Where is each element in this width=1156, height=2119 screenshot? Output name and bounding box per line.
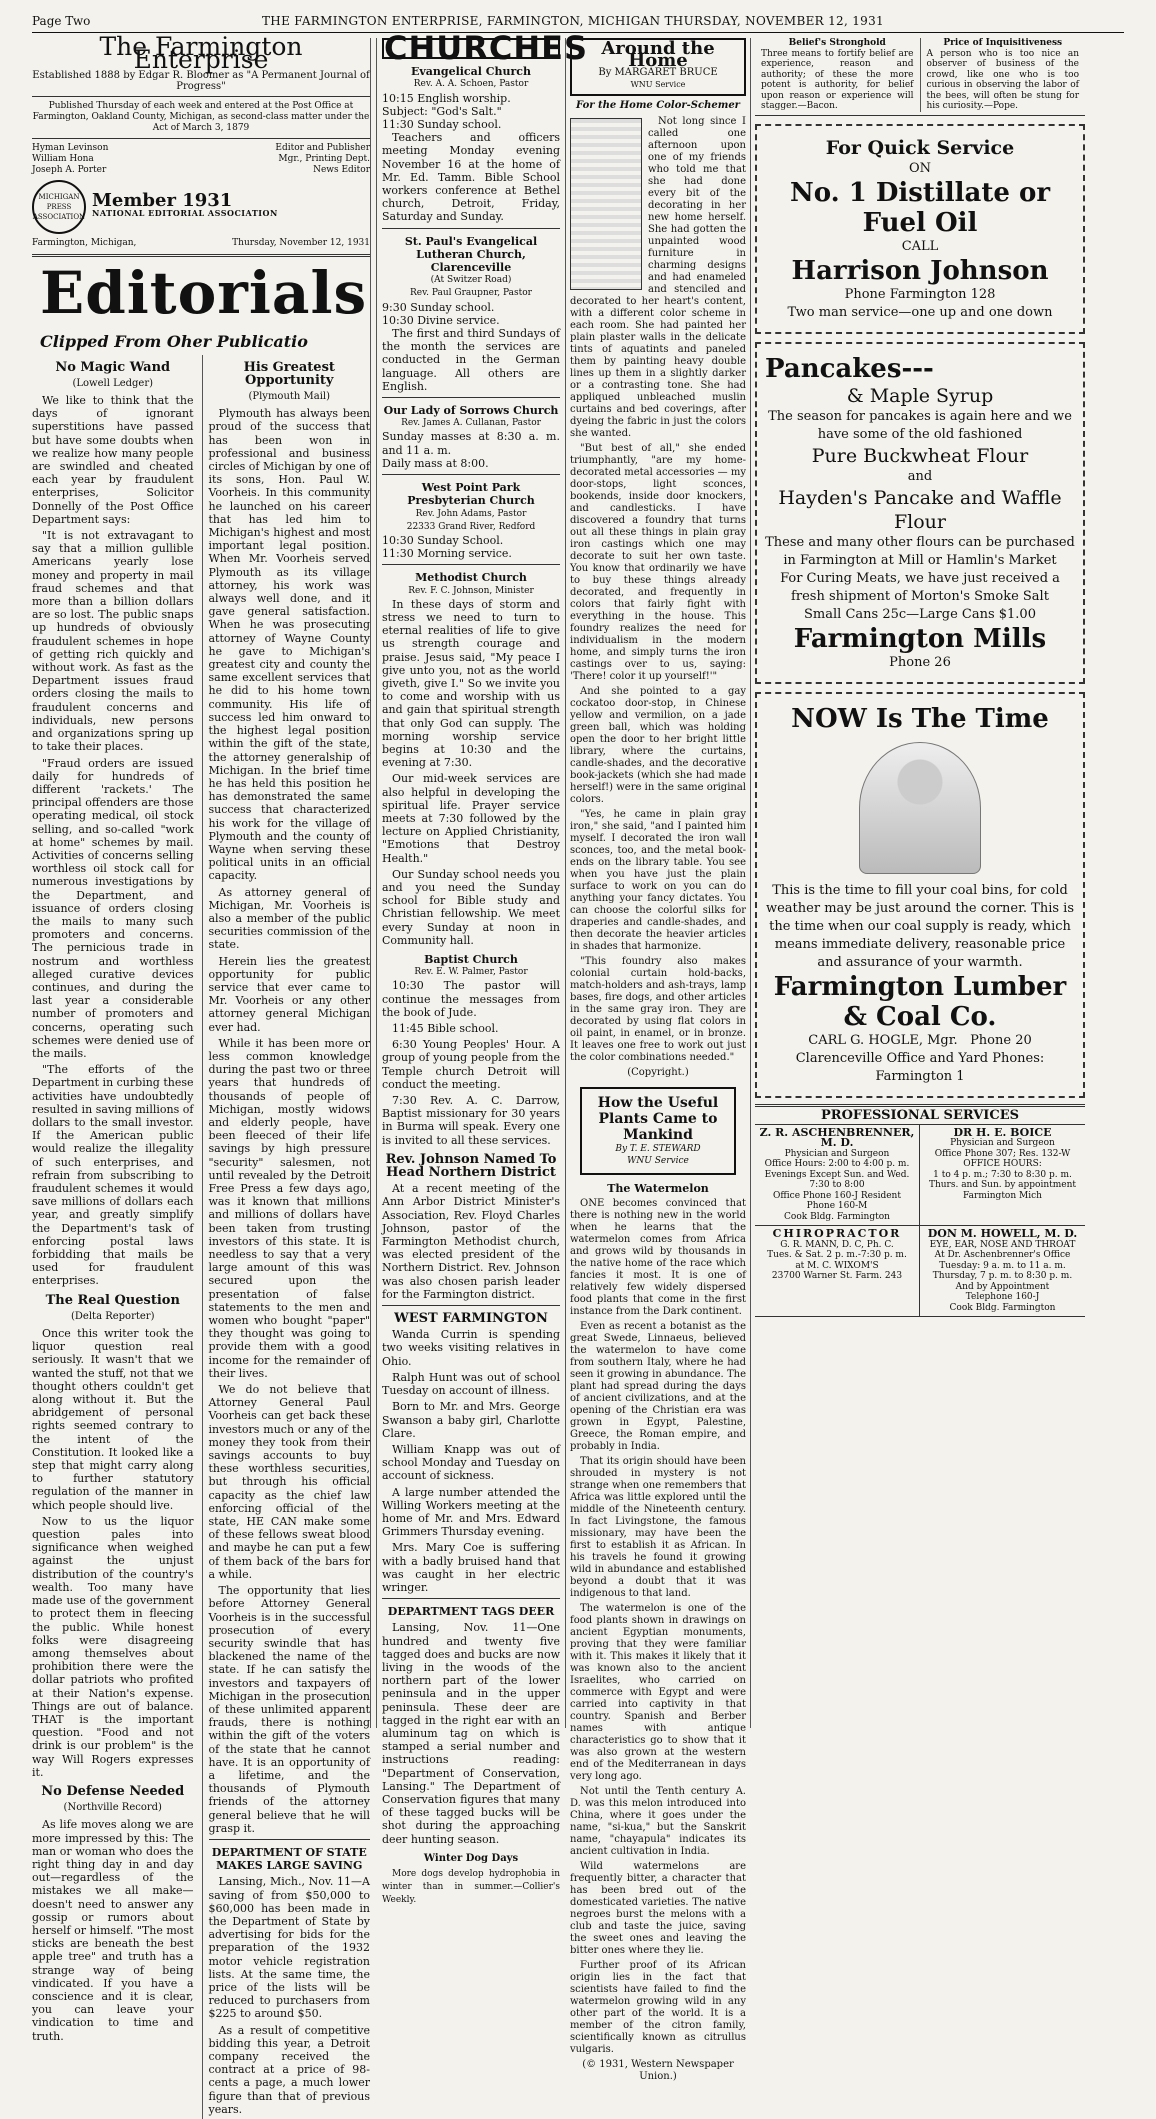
quote-title: Belief's Stronghold	[788, 38, 886, 48]
ad-line: For Curing Meats, we have just received a fresh shipment of Morton's Smoke Salt	[780, 570, 1060, 604]
article-paragraph: We like to think that the days of ignorant superstitions have passed but have some doubts when we realize how many people are swindled and cheated each year by fraudulent enterprises, Solicitor Donnelly of the Post Office Department says:	[32, 394, 194, 526]
staff-name: William Hona	[32, 154, 94, 165]
article-source: (Delta Reporter)	[71, 1310, 155, 1322]
card-line: Cook Bldg. Farmington	[949, 1302, 1056, 1313]
card-line: Cook Bldg. Farmington	[784, 1211, 890, 1222]
divider	[32, 138, 370, 139]
divider	[382, 397, 560, 398]
church-pastor: Rev. E. W. Palmer, Pastor	[414, 967, 528, 978]
page-number: Page Two	[32, 14, 91, 28]
church-notice: 10:30 The pastor will continue the messages from the book of Jude.	[382, 979, 560, 1019]
church-notice: 11:45 Bible school.	[392, 1022, 499, 1036]
divider	[382, 1305, 560, 1306]
article-headline: No Defense Needed	[41, 1783, 185, 1799]
divider	[32, 96, 370, 97]
card-line: And by Appointment	[955, 1281, 1050, 1292]
card-name: CHIROPRACTOR	[772, 1227, 902, 1241]
article-paragraph: The watermelon is one of the food plants shown in drawings on ancient Egyptian monuments, proving that they were familiar with it. This makes it likely that it was known also to the ancient Israelites, who carried on commerce with Egypt and were carried into captivity in that country. Spanish and Berber names with antique characteristics go to show that it was also grown at the western end of the Mediterranean in days very long ago.	[570, 1603, 746, 1782]
article-paragraph: "It is not extravagant to say that a million gullible Americans yearly lose money and property in mail fraud schemes and that more than a billion dollars are so lost. The public snaps up hundreds of obviously fraudulent schemes in hope of getting rich quickly and without work. As fast as the Department issues fraud orders closing the mails to fraudulent concerns and individuals, new persons and organizations spring up to take their places.	[32, 529, 194, 754]
clipped-heading: Clipped From Oher Publicatio	[40, 332, 308, 352]
lumber-coal-ad	[755, 692, 1085, 1098]
card-line: Physician and Surgeon	[784, 1148, 890, 1159]
ad-line: Farmington Lumber & Coal Co.	[773, 971, 1067, 1032]
professional-card	[920, 1226, 1085, 1317]
article-paragraph: Herein lies the greatest opportunity for public service that ever came to Mr. Voorheis or any other attorney general Michigan ever had.	[208, 954, 370, 1034]
dateline	[32, 238, 370, 249]
professional-card	[755, 1125, 920, 1227]
editorials-banner: Editorials	[40, 259, 368, 328]
article-paragraph: Lansing, Mich., Nov. 11—A saving of from $50,000 to $60,000 has been made in the Department of State by advertising for bids for the preparation of the 1932 motor vehicle registration lists. At the same time, the price of the lists will be reduced to purchasers from $225 to around $50.	[208, 1875, 370, 2021]
service-line: Daily mass at 8:00.	[382, 456, 489, 470]
masthead-name: The Farmington Enterprise	[99, 32, 303, 75]
church-notice: Our Sunday school needs you and you need the Sunday school for Bible study and Christian fellowship. We meet every Sunday at noon in Community hall.	[382, 867, 560, 947]
quote-text: Three means to fortify belief are experience, reason and authority; of these the more potent is authority, for belief upon reason or experience will stagger.—Bacon.	[761, 48, 914, 111]
farmington-mills-ad	[755, 342, 1085, 684]
card-line: Tues. & Sat. 2 p. m.-7:30 p. m.	[767, 1250, 907, 1261]
professional-services-title: PROFESSIONAL SERVICES	[755, 1104, 1085, 1125]
article-paragraph: "Fraud orders are issued daily for hundreds of different 'rackets.' The principal offenders are those operating medical, oil stock selling, and so-called "work at home" schemes by mail. Activities of concerns selling worthless oil stock call for numerous investigations by the Department, and issuance of orders closing the mails to many such promoters and concerns. The pernicious trade in nostrum and worthless alleged curative devices continues, and during the last year a considerable number of promoters and concerns, operating such schemes were denied use of the mails.	[32, 756, 194, 1060]
card-line: EYE, EAR, NOSE AND THROAT	[929, 1239, 1076, 1250]
article-paragraph: And she pointed to a gay cockatoo door-stop, in Chinese yellow and vermilion, on a jade green ball, which was holding open the door to her bright little library, where the curtains, candle-shades, and the decorative book-jackets (which she had made herself!) were in the same original colors.	[570, 686, 746, 805]
card-line: Tuesday: 9 a. m. to 11 a. m.	[939, 1260, 1066, 1271]
ad-line: Phone Farmington 128	[844, 286, 996, 302]
article-headline: WEST FARMINGTON	[394, 1311, 548, 1327]
article-headline: DEPARTMENT OF STATE MAKES LARGE SAVING	[211, 1845, 367, 1873]
staff-role: Mgr., Printing Dept.	[278, 154, 370, 165]
churches-banner: CHURCHES	[384, 29, 589, 67]
church-notice: In these days of storm and stress we need to turn to eternal realities of life to give us strength courage and praise. Jesus said, "My peace I give unto you, not as the world giveth, give I." So we invite you to come and worship with us and gain that spiritual strength that only God can supply. The morning worship service begins at 10:30 and the evening at 7:30.	[382, 597, 560, 770]
article-headline: Rev. Johnson Named To Head Northern District	[385, 1151, 557, 1181]
article-paragraph: Wild watermelons are frequently bitter, a character that has been bred out of the domesticated varieties. The native negroes burst the melons with a club and taste the juice, saving the sweet ones and leaving the bitter ones where they lie.	[570, 1861, 746, 1956]
editorial-left	[32, 355, 194, 2119]
staff-name: Hyman Levinson	[32, 143, 109, 154]
ad-line: Hayden's Pancake and Waffle Flour	[778, 486, 1062, 533]
ad-line: Harrison Johnson	[791, 255, 1049, 286]
card-line: Farmington Mich	[963, 1190, 1042, 1201]
divider	[382, 474, 560, 475]
article-paragraph: While it has been more or less common knowledge during the past two or three years that hundreds of thousands of people of Michigan, mostly widows and elderly people, have been fleeced of their life savings by high pressure "security" salesmen, not until revealed by the Detroit Free Press a few days ago, was it known that millions and millions of dollars have been taken from trusting investors of this state. It is needless to say that a very large amount of this was secured upon the presentation of false statements to the men and women who bought "paper" they thought was going to provide them with a good income for the remainder of their lives.	[208, 1036, 370, 1380]
card-name: Z. R. ASCHENBRENNER, M. D.	[759, 1125, 915, 1150]
church-notice: 7:30 Rev. A. C. Darrow, Baptist missionary for 30 years in Burma will speak. Every one is invited to all these services.	[382, 1094, 560, 1147]
ad-line: This is the time to fill your coal bins, for cold weather may be just around the corner. This is the time when our coal supply is ready, which means immediate delivery, reasonable price and assurance of your warmth.	[765, 882, 1075, 970]
article-paragraph: Plymouth has always been proud of the success that has been won in professional and business circles of Michigan by one of its sons, Hon. Paul W. Voorheis. In this community he launched on his career that has led him to Michigan's highest and most important legal position. When Mr. Voorheis served Plymouth as its village attorney, his work was always well done, and it gave general satisfaction. When he was prosecuting attorney of Wayne County he gave to Michigan's greatest city and county the same excellent services that he did to his home town community. His life of success led him onward to the highest legal position within the gift of the state, the attorney generalship of Michigan. In the brief time he has held this position he has demonstrated the same success that characterized his work for the village of Plymouth and the county of Wayne when serving these political units in an official capacity.	[208, 407, 370, 883]
useful-plants-service: WNU Service	[627, 1156, 689, 1166]
article-paragraph: Born to Mr. and Mrs. George Swanson a baby girl, Charlotte Clare.	[382, 1400, 560, 1440]
features-column	[570, 38, 746, 2082]
press-association-seal: MICHIGAN PRESS ASSOCIATION	[32, 180, 86, 234]
service-line: 10:30 Divine service.	[382, 313, 500, 327]
ad-line: & Maple Syrup	[846, 384, 994, 407]
church-name: Evangelical Church	[410, 65, 532, 79]
article-paragraph: Wanda Currin is spending two weeks visiting relatives in Ohio.	[382, 1328, 560, 1368]
ad-line	[765, 1032, 1075, 1050]
card-line: Office Phone 307; Res. 132-W	[934, 1148, 1071, 1159]
association-name: NATIONAL EDITORIAL ASSOCIATION	[92, 208, 278, 219]
article-headline: Winter Dog Days	[423, 1852, 519, 1864]
service-line: Sunday masses at 8:30 a. m. and 11 a. m.	[382, 430, 560, 457]
church-address: 22333 Grand River, Redford	[406, 521, 536, 532]
card-line: Physician and Surgeon	[950, 1138, 1055, 1149]
article-paragraph: We do not believe that Attorney General Paul Voorheis can get back these investors much or any of the money they took from their savings accounts to buy these worthless securities, but through his official capacity as the chief law enforcing official of the state, HE CAN make some of these fellows sweat blood and maybe he can put a few of them back of the bars for a while.	[208, 1383, 370, 1581]
article-paragraph: William Knapp was out of school Monday and Tuesday on account of sickness.	[382, 1442, 560, 1483]
article-paragraph: Once this writer took the liquor question real seriously. It wasn't that we wanted the stuff, not that we thought others couldn't get along without it. But the abridgement of personal rights seemed contrary to the intent of the Constitution. It looked like a step that might carry along to further statutory regulation of the manner in which people should live.	[32, 1327, 194, 1512]
article-paragraph: Now to us the liquor question pales into significance when weighed against the unjust distribution of the country's wealth. Too many have made use of the government to protect them in fleecing the public. While honest folks were disagreeing among themselves about prohibition there were the dollar patriots who profited at their Nation's expense. Things are out of balance. THAT is the important question. "Food and not drink is our problem" is the way Will Rogers expresses it.	[32, 1514, 194, 1779]
copyright-notice: (Copyright.)	[627, 1067, 689, 1078]
article-paragraph: A large number attended the Willing Workers meeting at the home of Mr. and Mrs. Edward Grimmers Thursday evening.	[382, 1485, 560, 1539]
article-headline: The Real Question	[45, 1292, 180, 1308]
service-line: 9:30 Sunday school.	[382, 300, 495, 314]
dateline-place: Farmington, Michigan,	[32, 238, 137, 249]
service-line: 11:30 Morning service.	[382, 547, 512, 561]
divider	[209, 1839, 371, 1840]
staff-list	[32, 143, 370, 176]
card-name: DON M. HOWELL, M. D.	[927, 1227, 1078, 1241]
editorial-subcolumns	[32, 355, 370, 2119]
divider	[382, 564, 560, 565]
professional-card	[920, 1125, 1085, 1227]
card-line: Telephone 160-J	[965, 1292, 1040, 1303]
ad-line: The season for pancakes is again here and we have some of the old fashioned	[768, 408, 1072, 442]
dateline-date: Thursday, November 12, 1931	[232, 238, 370, 249]
staff-row	[32, 143, 370, 154]
staff-row	[32, 165, 370, 176]
staff-role: News Editor	[313, 165, 370, 176]
staff-role: Editor and Publisher	[275, 143, 370, 154]
around-home-header	[570, 38, 746, 96]
card-line: Office Phone 160-J Resident Phone 160-M	[773, 1190, 901, 1212]
card-line: At Dr. Aschenbrenner's Office	[934, 1250, 1071, 1261]
article-source: (Plymouth Mail)	[248, 391, 331, 403]
copyright-notice: (© 1931, Western Newspaper Union.)	[582, 2059, 734, 2082]
wardrobe-illustration	[570, 118, 642, 290]
editorial-column	[32, 32, 371, 2116]
quote-box	[920, 38, 1086, 112]
ad-line: CALL	[901, 238, 939, 254]
card-line: Office Hours: 2:00 to 4:00 p. m. Evenings Except Sun. and Wed. 7:30 to 8:00	[764, 1159, 910, 1191]
phone: Phone 20	[970, 1032, 1032, 1048]
churches-column	[382, 29, 589, 1906]
article-headline: DEPARTMENT TAGS DEER	[387, 1605, 555, 1619]
around-home-title: Around the Home	[601, 38, 715, 71]
card-line: Thursday, 7 p. m. to 8:30 p. m.	[932, 1271, 1073, 1282]
ad-line: For Quick Service	[825, 136, 1015, 159]
card-name: DR H. E. BOICE	[953, 1125, 1052, 1139]
article-headline: No Magic Wand	[55, 359, 171, 375]
ad-line: Farmington Mills	[793, 623, 1047, 654]
ad-line: Two man service—one up and one down	[787, 304, 1053, 320]
card-line: OFFICE HOURS:	[963, 1159, 1042, 1170]
article-paragraph: "Yes, he came in plain gray iron," she said, "and I painted him myself. I decorated the iron wall sconces, too, and the metal book-ends on the library table. You see when you have just the plain surface to work on you can do anything your fancy dictates. You can choose the colorful silks for draperies and candle-shades, and then decorate the heavier articles in shades that harmonize.	[570, 809, 746, 952]
manager: CARL G. HOGLE, Mgr.	[808, 1032, 958, 1048]
service-line: 10:30 Sunday School.	[382, 533, 504, 547]
quote-text: A person who is too nice an observer of business of the crowd, like one who is too curious in observing the labor of the bees, will often be stung for his curiosity.—Pope.	[926, 48, 1079, 111]
useful-plants-byline: By T. E. STEWARD	[615, 1144, 701, 1154]
ad-line: Small Cans 25c—Large Cans $1.00	[804, 606, 1036, 622]
member-year: Member 1931	[92, 190, 233, 212]
article-paragraph: As attorney general of Michigan, Mr. Voorheis is also a member of the public securities commission of the state.	[208, 885, 370, 952]
ad-line: Phone 26	[889, 654, 951, 670]
article-paragraph: Further proof of its African origin lies in the fact that scientists have failed to find the watermelon growing wild in any other part of the world. It is a member of the citron family, scientifically known as citrullus vulgaris.	[570, 1960, 746, 2055]
church-notice: Our mid-week services are also helpful in developing the spiritual life. Prayer service meets at 7:30 followed by the lecture on Applied Christianity, "Emotions that Destroy Health."	[382, 772, 560, 865]
article-paragraph: Mrs. Mary Coe is suffering with a badly bruised hand that was caught in her electric wringer.	[382, 1541, 560, 1594]
member-badge	[92, 190, 278, 220]
useful-plants-header	[580, 1087, 736, 1175]
article-paragraph: That its origin should have been shrouded in mystery is not strange when one remembers that Africa was little explored until the middle of the Nineteenth century. In fact Livingstone, the famous missionary, may have been the first to establish it as African. In his travels he found it growing wild in abundance and established beyond a doubt that it was indigenous to that land.	[570, 1456, 746, 1599]
ad-line: NOW Is The Time	[791, 703, 1049, 734]
article-headline: His Greatest Opportunity	[243, 359, 335, 388]
church-notice: The first and third Sundays of the month the services are conducted in the German language. All others are English.	[382, 327, 560, 393]
membership-block	[32, 180, 370, 234]
article-paragraph: As life moves along we are more impressed by this: The man or woman who does the right thing day in and day out—regardless of the mistakes we all make—doesn't need to answer any gossip or rumors about herself or himself. "The most sticks are beneath the best apple tree" and truth has a strange way of being vindicated. If you have a conscience and it is clear, you can leave your vindication to time and truth.	[32, 1818, 194, 2043]
article-paragraph: Ralph Hunt was out of school Tuesday on account of illness.	[382, 1370, 560, 1398]
quote-title: Price of Inquisitiveness	[943, 38, 1063, 48]
around-home-byline: By MARGARET BRUCE	[598, 67, 718, 78]
church-name: St. Paul's Evangelical Lutheran Church, Clarenceville	[404, 234, 538, 275]
article-paragraph: As a result of competitive bidding this year, a Detroit company received the contract at a price of 98-cents a page, a much lower figure than that of previous years.	[208, 2023, 370, 2116]
ad-line: Pancakes---	[765, 353, 934, 384]
card-line: Thurs. and Sun. by appointment	[928, 1180, 1077, 1191]
ad-line: No. 1 Distillate or Fuel Oil	[789, 177, 1051, 238]
church-pastor: Rev. James A. Cullanan, Pastor	[401, 418, 541, 429]
church-name: Our Lady of Sorrows Church	[383, 404, 559, 418]
around-home-service: WNU Service	[630, 80, 686, 89]
divider	[382, 1598, 560, 1599]
church-pastor: Rev. F. C. Johnson, Minister	[408, 585, 534, 596]
ad-line: ON	[908, 160, 932, 176]
article-paragraph: Not until the Tenth century A. D. was this melon introduced into China, where it goes under the name, "si-kua," but the Sanskrit name, "chayapula" indicates its ancient cultivation in India.	[570, 1786, 746, 1857]
running-head-title: THE FARMINGTON ENTERPRISE, FARMINGTON, MICHIGAN THURSDAY, NOVEMBER 12, 1931	[262, 14, 884, 28]
service-line: Subject: "God's Salt."	[382, 104, 502, 118]
professional-card	[755, 1226, 920, 1317]
ad-line: and	[907, 468, 933, 484]
article-paragraph: Even as recent a botanist as the great Swede, Linnaeus, believed the watermelon to have come from southern Italy, where he had seen it growing in abundance. The plant had spread during the days of ancient civilizations, and at the opening of the Christian era was grown in Egypt, Palestine, Greece, the Roman empire, and probably in India.	[570, 1321, 746, 1452]
article-headline: The Watermelon	[607, 1182, 709, 1195]
divider	[382, 228, 560, 229]
column-rule	[376, 38, 377, 1728]
column-rule	[750, 38, 751, 1728]
article-paragraph: "The efforts of the Department in curbing these activities have undoubtedly resulted in saving millions of dollars to the small investor. If the American public would realize the illegality of such enterprises, and refrain from subscribing to fraudulent schemes it would save millions of dollars each year, and greatly simplify the Department's task of enforcing postal laws forbidding that mails be used for fraudulent enterprises.	[32, 1063, 194, 1288]
ad-line: Clarenceville Office and Yard Phones: Farmington 1	[795, 1050, 1045, 1084]
column-rule	[565, 38, 566, 1728]
article-paragraph: Not long since I called one afternoon upon one of my friends who told me that she had done every bit of the decorating in her new home herself. She had gotten the unpainted wood furniture in charming designs and had enameled and stenciled and decorated to her heart's content, with a different color scheme in each room. She had painted her plain plaster walls in the delicate tints of aquatints and paneled them by painting heavy double lines up them in a slightly darker or a contrasting tone. She had appliqued unbleached muslin curtains and bed coverings, after dyeing the fabric in just the colors she wanted.	[570, 116, 746, 439]
church-pastor: Rev. Paul Graupner, Pastor	[410, 288, 532, 299]
article-paragraph: More dogs develop hydrophobia in winter than in summer.—Collier's Weekly.	[382, 1869, 560, 1906]
church-name: Baptist Church	[424, 953, 518, 966]
masthead-established: Established 1888 by Edgar R. Bloomer as "A Permanent Journal of Progress"	[32, 70, 370, 93]
ads-column	[755, 38, 1085, 1728]
quotes-strip	[755, 38, 1085, 116]
staff-name: Joseph A. Porter	[32, 165, 107, 176]
card-line: at M. C. WIXOM'S	[795, 1260, 879, 1271]
masthead-published: Published Thursday of each week and entered at the Post Office at Farmington, Oakland County, Michigan, as second-class matter under the Act of March 3, 1879	[32, 101, 370, 134]
around-home-subtitle: For the Home Color-Schemer	[576, 100, 740, 111]
article-paragraph: Lansing, Nov. 11—One hundred and twenty five tagged does and bucks are now living in the woods of the northern part of the lower peninsula and in the upper peninsula. These deer are tagged in the right ear with an aluminum tag on which is stamped a serial number and instructions reading: "Department of Conservation, Lansing." The Department of Conservation figures that many of these tagged bucks will be shot during the approaching deer hunting season.	[382, 1621, 560, 1846]
article-paragraph: ONE becomes convinced that there is nothing new in the world when he learns that the watermelon comes from Africa and grows wild by thousands in the native home of the race which fancies it most. It is one of relatively few widely dispersed food plants that come in the first instance from the Dark continent.	[570, 1198, 746, 1317]
article-source: (Northville Record)	[63, 1802, 162, 1814]
fuel-oil-ad	[755, 124, 1085, 334]
professional-cards	[755, 1125, 1085, 1318]
service-line: 11:30 Sunday school.	[382, 118, 502, 132]
church-notice: Teachers and officers meeting Monday evening November 16 at the home of Mr. Ed. Tamm. Bible School workers conference at Bethel church, Detroit, Friday, Saturday and Sunday.	[382, 131, 560, 224]
church-name: West Point Park Presbyterian Church	[407, 481, 535, 508]
ad-line: These and many other flours can be purchased in Farmington at Mill or Hamlin's Market	[765, 534, 1075, 568]
church-name: Methodist Church	[415, 571, 527, 585]
article-paragraph: "This foundry also makes colonial curtain hold-backs, match-holders and ash-trays, lamp bases, fire dogs, and other articles in the same gray iron. They are decorated by using flat colors in oil paint, in enamel, or in bronze. It leaves one free to work out just the color combinations needed."	[570, 956, 746, 1063]
useful-plants-title: How the Useful Plants Came to Mankind	[597, 1095, 719, 1143]
service-line: 10:15 English worship.	[382, 91, 511, 105]
card-line: 23700 Warner St. Farm. 243	[771, 1271, 903, 1282]
church-address: (At Switzer Road)	[430, 275, 512, 286]
staff-row	[32, 154, 370, 165]
quote-box	[755, 38, 920, 112]
workman-illustration	[859, 742, 981, 874]
church-pastor: Rev. John Adams, Pastor	[415, 508, 527, 519]
article-paragraph: The opportunity that lies before Attorney General Voorheis is in the successful prosecution of every security swindle that has blackened the name of the state. If he can satisfy the investors and taxpayers of Michigan in the prosecution of these unlimited apparent frauds, there is nothing within the gift of the voters of the state that he cannot have. It is an opportunity of a lifetime, and the thousands of Plymouth friends of the attorney general believe that he will grasp it.	[208, 1584, 370, 1835]
ad-line: Pure Buckwheat Flour	[811, 444, 1029, 467]
church-notice: 6:30 Young Peoples' Hour. A group of young people from the Temple church Detroit will conduct the meeting.	[382, 1038, 560, 1091]
card-line: 1 to 4 p. m.; 7:30 to 8:30 p. m.	[933, 1169, 1072, 1180]
article-paragraph: "But best of all," she ended triumphantly, "are my home-decorated metal accessories — my door-stops, light sconces, bookends, inside door knockers, and candlesticks. I have discovered a foundry that turns out all these things in plain gray iron castings which one may decorate to suit her own taste. You know that ordinarily we have to buy these things already decorated, and frequently in colors that fairly fight with everything in the house. This foundry realizes the need for individualism in the modern home, and simply turns the iron castings over to us, saying: 'There! color it up yourself!'"	[570, 443, 746, 682]
article-paragraph: At a recent meeting of the Ann Arbor District Minister's Association, Rev. Floyd Charles Johnson, pastor of the Farmington Methodist church, was elected president of the Northern District. Rev. Johnson was also chosen parish leader for the Farmington district.	[382, 1182, 560, 1301]
church-pastor: Rev. A. A. Schoen, Pastor	[413, 79, 529, 90]
editorial-right	[202, 355, 371, 2119]
article-source: (Lowell Ledger)	[72, 377, 154, 389]
divider	[32, 254, 370, 257]
card-line: G. R. MANN, D. C, Ph. C.	[780, 1239, 894, 1250]
